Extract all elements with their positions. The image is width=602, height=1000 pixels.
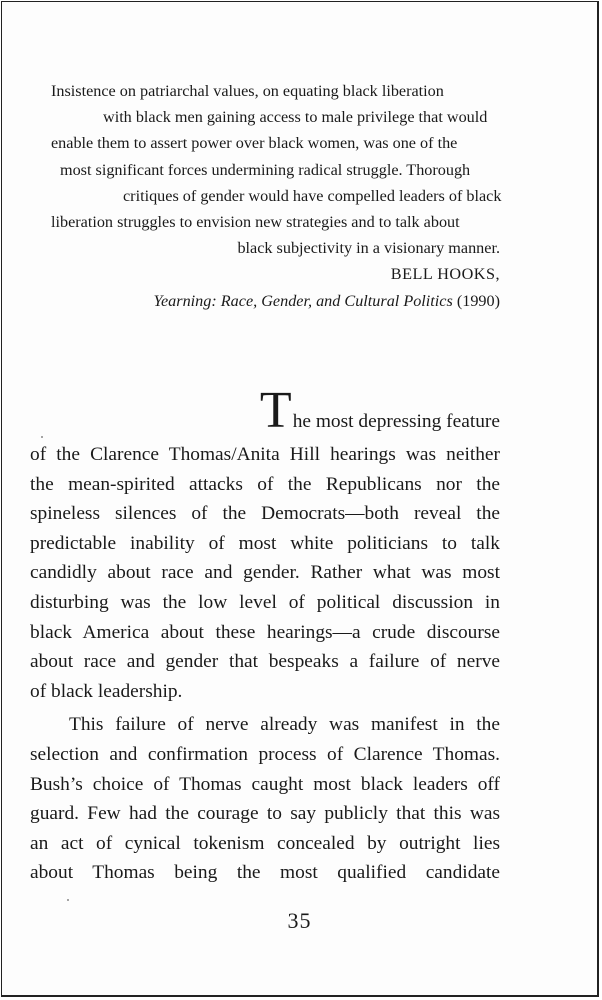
body-line: about Thomas being the most qualified candidate bbox=[30, 862, 500, 884]
epigraph-line: with black men gaining access to male privilege that would bbox=[103, 108, 488, 127]
body-line: black America about these hearings—a crude discourse bbox=[30, 621, 500, 643]
epigraph-line: enable them to assert power over black women, was one of the bbox=[51, 134, 458, 153]
paper-speck bbox=[41, 436, 43, 438]
first-line-text: he most depressing feature bbox=[292, 411, 500, 433]
paper-speck bbox=[67, 899, 69, 901]
body-line: about race and gender that bespeaks a failure of nerve bbox=[30, 651, 500, 673]
epigraph-line: critiques of gender would have compelled leaders of black bbox=[123, 186, 502, 205]
book-page bbox=[1, 1, 599, 997]
body-line: of the Clarence Thomas/Anita Hill hearings was neither bbox=[30, 444, 500, 465]
page-number: 35 bbox=[287, 908, 312, 933]
body-line: guard. Few had the courage to say publicly that this was bbox=[30, 803, 500, 825]
body-line: an act of cynical tokenism concealed by outright lies bbox=[30, 832, 500, 854]
body-line: This failure of nerve already was manifest in the bbox=[69, 714, 500, 736]
epigraph-source-title: Yearning: Race, Gender, and Cultural Politics bbox=[153, 291, 453, 310]
body-text bbox=[30, 382, 500, 888]
epigraph-line: Insistence on patriarchal values, on equating black liberation bbox=[51, 82, 444, 100]
epigraph bbox=[42, 78, 500, 314]
first-line bbox=[30, 382, 500, 440]
epigraph-source-year: (1990) bbox=[456, 291, 500, 310]
body-line: of black leadership. bbox=[30, 680, 183, 702]
epigraph-line: liberation struggles to envision new strategies and to talk about bbox=[51, 213, 460, 232]
body-line: selection and confirmation process of Clarence Thomas. bbox=[30, 743, 500, 765]
body-line: disturbing was the low level of political discussion in bbox=[30, 591, 500, 613]
body-line: the mean-spirited attacks of the Republicans nor the bbox=[30, 473, 500, 495]
epigraph-line: most significant forces undermining radical struggle. Thorough bbox=[60, 160, 471, 179]
drop-cap: T bbox=[259, 382, 292, 440]
epigraph-source bbox=[42, 288, 500, 314]
epigraph-line: black subjectivity in a visionary manner. bbox=[237, 239, 500, 258]
body-line: predictable inability of most white politicians to talk bbox=[30, 532, 500, 554]
epigraph-author: BELL HOOKS, bbox=[390, 265, 500, 284]
body-line: candidly about race and gender. Rather what was most bbox=[30, 562, 500, 584]
body-line: Bush’s choice of Thomas caught most black leaders off bbox=[30, 773, 500, 795]
body-line: spineless silences of the Democrats—both reveal the bbox=[30, 503, 500, 525]
